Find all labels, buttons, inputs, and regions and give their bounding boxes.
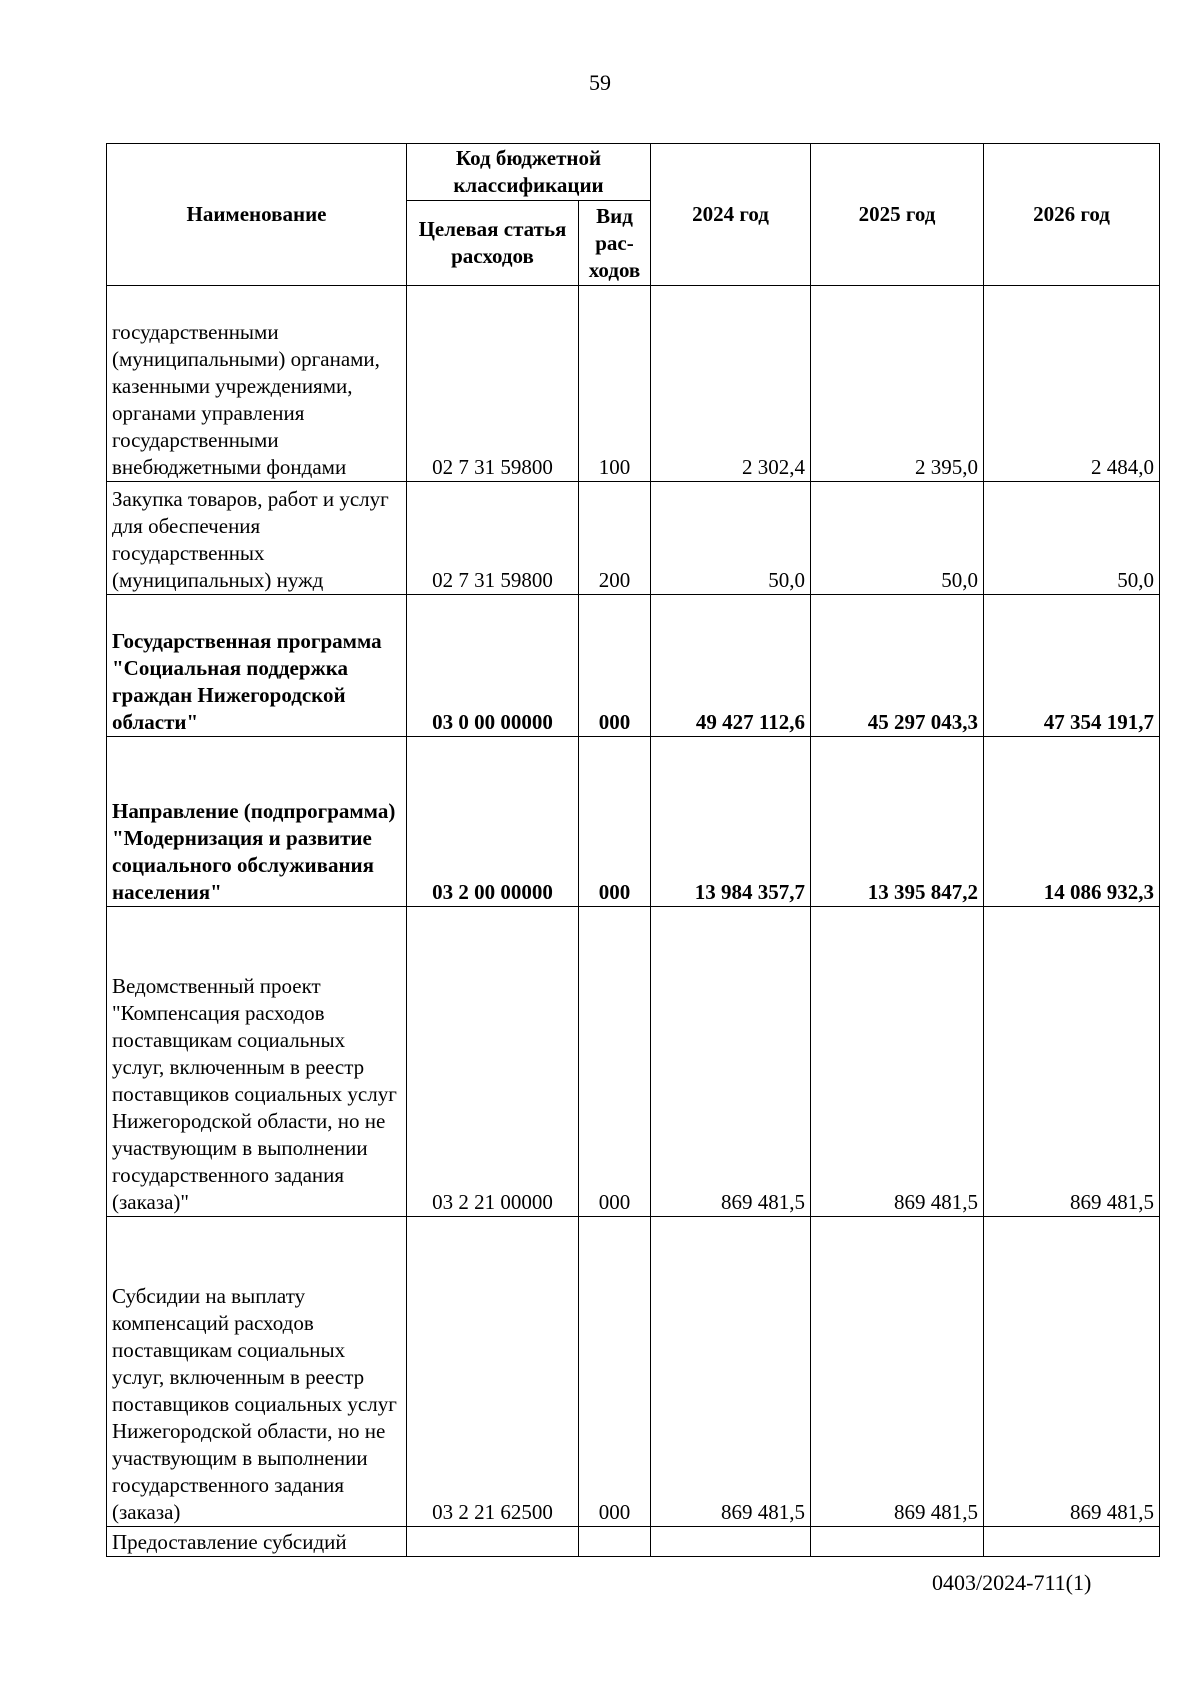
cell-name: Субсидии на выплату компенсаций расходов поставщикам социальных услуг, включенным в реестр поставщиков социальных услуг Нижегородской области, но не участвующим в выполнении государственного задания (заказа) <box>107 1217 407 1527</box>
cell-name: Закупка товаров, работ и услуг для обеспечения государственных (муниципальных) нужд <box>107 482 407 595</box>
cell-2024: 13 984 357,7 <box>651 737 811 907</box>
cell-2024: 869 481,5 <box>651 1217 811 1527</box>
cell-2026: 14 086 932,3 <box>984 737 1160 907</box>
cell-2025: 45 297 043,3 <box>811 595 984 737</box>
document-code: 0403/2024-711(1) <box>932 1570 1092 1595</box>
table-row <box>107 1217 1160 1527</box>
cell-2024 <box>651 1527 811 1557</box>
cell-2026: 869 481,5 <box>984 907 1160 1217</box>
header-target-article: Целевая статья расходов <box>407 201 579 286</box>
cell-expense-type: 000 <box>579 737 651 907</box>
table-row <box>107 1527 1160 1557</box>
cell-2024: 869 481,5 <box>651 907 811 1217</box>
cell-expense-type: 100 <box>579 286 651 482</box>
cell-target-article: 03 2 00 00000 <box>407 737 579 907</box>
cell-2025: 869 481,5 <box>811 1217 984 1527</box>
cell-2026: 47 354 191,7 <box>984 595 1160 737</box>
cell-2025 <box>811 1527 984 1557</box>
cell-2026: 50,0 <box>984 482 1160 595</box>
cell-2026: 2 484,0 <box>984 286 1160 482</box>
cell-name: государственными (муниципальными) органами, казенными учреждениями, органами управления государственными внебюджетными фондами <box>107 286 407 482</box>
cell-name: Направление (подпрограмма) "Модернизация и развитие социального обслуживания населения" <box>107 737 407 907</box>
budget-table <box>106 143 1160 1557</box>
cell-2025: 2 395,0 <box>811 286 984 482</box>
cell-2026 <box>984 1527 1160 1557</box>
table-row <box>107 482 1160 595</box>
header-2026: 2026 год <box>984 144 1160 286</box>
cell-2025: 13 395 847,2 <box>811 737 984 907</box>
table-row <box>107 595 1160 737</box>
cell-expense-type: 000 <box>579 595 651 737</box>
cell-2024: 2 302,4 <box>651 286 811 482</box>
cell-target-article: 03 2 21 62500 <box>407 1217 579 1527</box>
cell-2025: 50,0 <box>811 482 984 595</box>
cell-target-article: 03 0 00 00000 <box>407 595 579 737</box>
cell-2025: 869 481,5 <box>811 907 984 1217</box>
cell-target-article <box>407 1527 579 1557</box>
cell-name: Ведомственный проект "Компенсация расходов поставщикам социальных услуг, включенным в реестр поставщиков социальных услуг Нижегородской области, но не участвующим в выполнении государственного задания (заказа)" <box>107 907 407 1217</box>
table-row <box>107 737 1160 907</box>
header-expense-type: Вид рас-ходов <box>579 201 651 286</box>
header-budget-code: Код бюджетной классификации <box>407 144 651 201</box>
cell-2026: 869 481,5 <box>984 1217 1160 1527</box>
cell-target-article: 02 7 31 59800 <box>407 482 579 595</box>
cell-expense-type: 200 <box>579 482 651 595</box>
cell-2024: 49 427 112,6 <box>651 595 811 737</box>
cell-target-article: 03 2 21 00000 <box>407 907 579 1217</box>
table-body <box>107 286 1160 1557</box>
cell-expense-type <box>579 1527 651 1557</box>
cell-expense-type: 000 <box>579 1217 651 1527</box>
cell-2024: 50,0 <box>651 482 811 595</box>
header-name: Наименование <box>107 144 407 286</box>
cell-expense-type: 000 <box>579 907 651 1217</box>
cell-name: Предоставление субсидий <box>107 1527 407 1557</box>
page-number: 59 <box>589 70 611 95</box>
table-row <box>107 286 1160 482</box>
cell-name: Государственная программа "Социальная поддержка граждан Нижегородской области" <box>107 595 407 737</box>
header-2024: 2024 год <box>651 144 811 286</box>
table-row <box>107 907 1160 1217</box>
header-2025: 2025 год <box>811 144 984 286</box>
cell-target-article: 02 7 31 59800 <box>407 286 579 482</box>
